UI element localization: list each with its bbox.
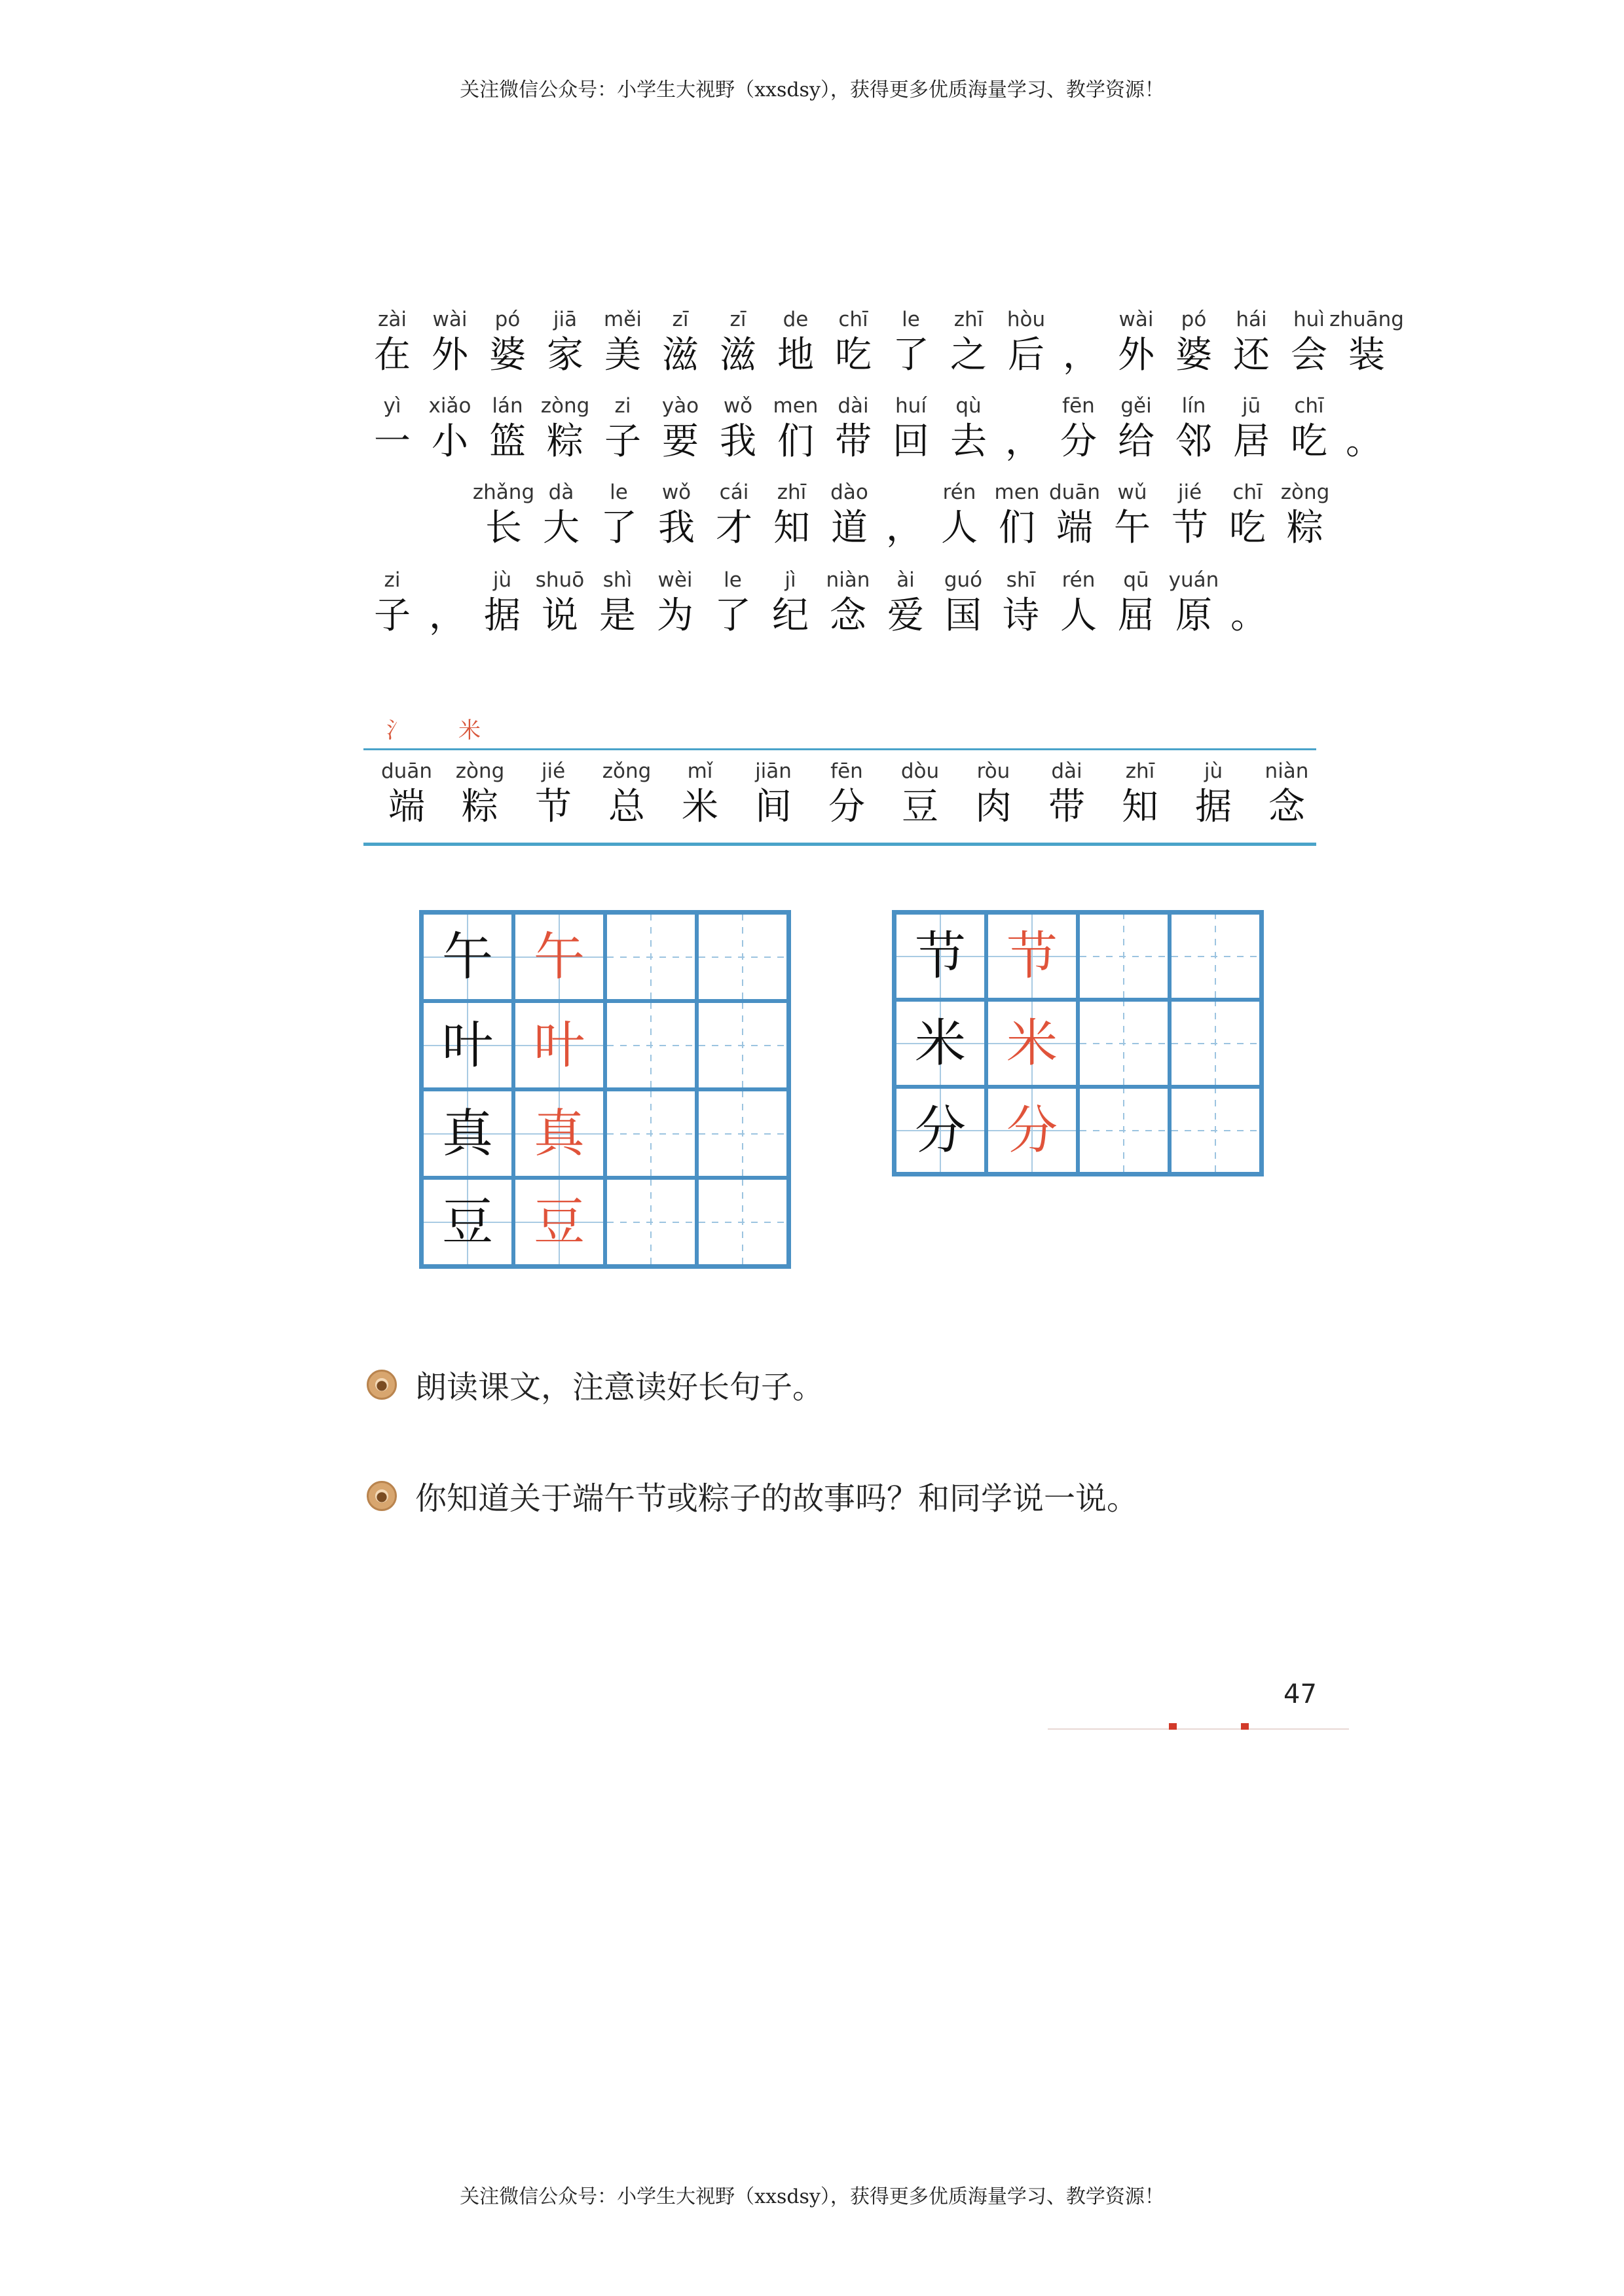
ruby-unit bbox=[532, 479, 590, 551]
hanzi: 总 bbox=[608, 786, 645, 828]
trace-char-cell bbox=[513, 1178, 605, 1266]
hanzi: 屈 bbox=[1118, 594, 1154, 637]
model-char-cell bbox=[895, 1087, 986, 1174]
ruby-unit bbox=[819, 567, 877, 639]
pinyin: jū bbox=[1242, 394, 1261, 418]
ruby-unit bbox=[992, 567, 1050, 639]
ruby-unit bbox=[934, 567, 992, 639]
pinyin: lín bbox=[1181, 394, 1206, 418]
band-bottom-line bbox=[363, 843, 1316, 846]
hanzi: 还 bbox=[1233, 334, 1270, 376]
recognize-char bbox=[1030, 758, 1103, 830]
ruby-unit bbox=[1223, 567, 1275, 639]
pinyin: gěi bbox=[1120, 394, 1152, 418]
hanzi: 一 bbox=[374, 420, 411, 463]
pinyin: niàn bbox=[1264, 759, 1309, 783]
pinyin: zòng bbox=[540, 394, 590, 418]
pinyin: jù bbox=[492, 568, 512, 592]
trace-char: 米 bbox=[1006, 1013, 1058, 1073]
pinyin: qū bbox=[1123, 568, 1149, 592]
hanzi: 知 bbox=[773, 507, 810, 549]
pinyin: chī bbox=[1294, 394, 1324, 418]
pinyin: hái bbox=[1236, 308, 1267, 331]
recognize-char bbox=[517, 758, 590, 830]
pinyin: guó bbox=[944, 568, 983, 592]
ruby-unit bbox=[421, 567, 473, 639]
ruby-unit bbox=[940, 393, 997, 465]
hanzi: 粽 bbox=[462, 786, 498, 828]
hanzi: 人 bbox=[1060, 594, 1097, 637]
pinyin: wài bbox=[432, 308, 468, 331]
ruby-unit bbox=[472, 479, 535, 551]
pinyin: jì bbox=[784, 568, 796, 592]
ruby-unit bbox=[762, 567, 819, 639]
pinyin: fēn bbox=[1062, 394, 1095, 418]
pinyin: zǒng bbox=[602, 759, 652, 783]
trace-char-cell bbox=[513, 1001, 605, 1089]
pinyin: yuán bbox=[1168, 568, 1219, 592]
ruby-unit bbox=[594, 306, 652, 378]
pinyin: ròu bbox=[976, 759, 1010, 783]
practice-cell[interactable] bbox=[605, 1001, 697, 1089]
ruby-unit bbox=[421, 393, 479, 465]
pinyin: zi bbox=[614, 394, 631, 418]
hanzi: 给 bbox=[1118, 420, 1154, 463]
writing-grid-left bbox=[419, 910, 791, 1269]
pinyin: le bbox=[902, 308, 920, 331]
ruby-unit bbox=[536, 306, 594, 378]
ruby-unit bbox=[824, 306, 882, 378]
ruby-unit bbox=[709, 393, 767, 465]
trace-char: 午 bbox=[533, 927, 585, 987]
recognize-char bbox=[443, 758, 517, 830]
ruby-unit bbox=[940, 306, 997, 378]
hanzi: 婆 bbox=[1175, 334, 1212, 376]
ruby-unit bbox=[1165, 567, 1223, 639]
ruby-unit bbox=[997, 393, 1050, 465]
trace-char-cell bbox=[986, 913, 1078, 1000]
pinyin: zi bbox=[384, 568, 401, 592]
ruby-unit bbox=[648, 479, 705, 551]
hanzi: 们 bbox=[999, 507, 1035, 549]
ruby-unit bbox=[1050, 393, 1107, 465]
hanzi: 了 bbox=[714, 594, 751, 637]
model-char-cell bbox=[422, 1178, 513, 1266]
pinyin: chī bbox=[838, 308, 868, 331]
model-char: 米 bbox=[914, 1013, 966, 1073]
trace-char-cell bbox=[513, 1089, 605, 1178]
hanzi: 婆 bbox=[489, 334, 526, 376]
writing-grid-right bbox=[892, 910, 1264, 1176]
hanzi: 说 bbox=[542, 594, 578, 637]
model-char-cell bbox=[895, 1000, 986, 1087]
model-char: 真 bbox=[441, 1104, 493, 1163]
model-char: 豆 bbox=[441, 1192, 493, 1252]
pinyin: huì bbox=[1293, 308, 1325, 331]
pinyin: dà bbox=[548, 481, 574, 504]
hanzi: 滋 bbox=[720, 334, 756, 376]
model-char-cell bbox=[422, 1001, 513, 1089]
hanzi: 爱 bbox=[887, 594, 924, 637]
band-top-line bbox=[363, 748, 1316, 750]
passage-line bbox=[363, 393, 1390, 465]
ruby-unit bbox=[1103, 479, 1161, 551]
pinyin: cái bbox=[719, 481, 749, 504]
pinyin: fēn bbox=[830, 759, 863, 783]
ruby-unit bbox=[531, 567, 589, 639]
pinyin: zòng bbox=[455, 759, 505, 783]
ruby-unit bbox=[1276, 479, 1334, 551]
pinyin: zhī bbox=[1125, 759, 1155, 783]
pinyin: huí bbox=[895, 394, 927, 418]
pinyin: rén bbox=[942, 481, 976, 504]
ruby-unit bbox=[421, 306, 479, 378]
model-char-cell bbox=[895, 913, 986, 1000]
hanzi: 粽 bbox=[1287, 507, 1323, 549]
ruby-unit bbox=[652, 306, 709, 378]
hanzi: 分 bbox=[1060, 420, 1097, 463]
pinyin: men bbox=[994, 481, 1040, 504]
ruby-unit bbox=[646, 567, 704, 639]
hanzi: 是 bbox=[599, 594, 636, 637]
practice-cell[interactable] bbox=[697, 1178, 788, 1266]
pinyin: jié bbox=[1177, 481, 1202, 504]
hanzi: 念 bbox=[830, 594, 866, 637]
pinyin: wǔ bbox=[1117, 481, 1147, 504]
practice-cell[interactable] bbox=[605, 1089, 697, 1178]
recognize-char bbox=[883, 758, 957, 830]
ruby-unit bbox=[1223, 393, 1280, 465]
recognize-char bbox=[1177, 758, 1250, 830]
hanzi: 。 bbox=[1346, 420, 1382, 463]
pinyin: le bbox=[724, 568, 742, 592]
pinyin: dài bbox=[1051, 759, 1082, 783]
hanzi: 居 bbox=[1233, 420, 1270, 463]
recognize-char bbox=[590, 758, 663, 830]
hanzi: 长 bbox=[485, 507, 522, 549]
ruby-unit bbox=[590, 479, 648, 551]
ruby-unit bbox=[704, 567, 762, 639]
ruby-unit bbox=[997, 306, 1055, 378]
ruby-unit bbox=[1107, 393, 1165, 465]
hanzi: 据 bbox=[484, 594, 521, 637]
ruby-unit bbox=[479, 306, 536, 378]
pinyin: yì bbox=[383, 394, 401, 418]
practice-cell[interactable] bbox=[1170, 913, 1261, 1000]
hanzi: 据 bbox=[1195, 786, 1232, 828]
ruby-unit bbox=[1161, 479, 1219, 551]
hanzi: 知 bbox=[1122, 786, 1158, 828]
decorative-mark bbox=[1241, 1723, 1249, 1730]
hanzi: 粽 bbox=[547, 420, 583, 463]
trace-char: 豆 bbox=[533, 1192, 585, 1252]
hanzi: 节 bbox=[1172, 507, 1208, 549]
pinyin: shī bbox=[1006, 568, 1036, 592]
pinyin: le bbox=[610, 481, 628, 504]
pinyin: jiān bbox=[755, 759, 792, 783]
hanzi: ， bbox=[1063, 334, 1099, 376]
pinyin: qù bbox=[955, 394, 982, 418]
hanzi: 了 bbox=[600, 507, 637, 549]
pinyin: zī bbox=[672, 308, 689, 331]
pinyin: yào bbox=[661, 394, 699, 418]
recognize-char bbox=[810, 758, 883, 830]
hanzi: 在 bbox=[374, 334, 411, 376]
exercise-2 bbox=[367, 1473, 1138, 1518]
hanzi: 分 bbox=[828, 786, 865, 828]
passage-line bbox=[472, 479, 1334, 551]
ruby-unit bbox=[988, 479, 1046, 551]
recognize-char bbox=[663, 758, 737, 830]
model-char: 午 bbox=[441, 927, 493, 987]
hanzi: 美 bbox=[604, 334, 641, 376]
ruby-unit bbox=[767, 393, 824, 465]
ruby-unit bbox=[479, 393, 536, 465]
hanzi: 纪 bbox=[772, 594, 809, 637]
hanzi: 带 bbox=[835, 420, 872, 463]
ruby-unit bbox=[882, 306, 940, 378]
ruby-unit bbox=[821, 479, 878, 551]
exercise-2-text: 你知道关于端午节或粽子的故事吗？和同学说一说。 bbox=[415, 1480, 1139, 1517]
hanzi: 滋 bbox=[662, 334, 699, 376]
hanzi: 念 bbox=[1268, 786, 1305, 828]
discussion-icon: ● bbox=[367, 1481, 397, 1511]
pinyin: jié bbox=[541, 759, 566, 783]
model-char: 节 bbox=[914, 926, 966, 986]
decorative-mark bbox=[1169, 1723, 1177, 1730]
reading-icon: ● bbox=[367, 1370, 397, 1400]
pinyin: duān bbox=[381, 759, 432, 783]
pinyin: wài bbox=[1118, 308, 1154, 331]
recognize-char bbox=[1103, 758, 1177, 830]
hanzi: 原 bbox=[1175, 594, 1212, 637]
recognize-char bbox=[1250, 758, 1323, 830]
pinyin: zhī bbox=[777, 481, 807, 504]
hanzi: 之 bbox=[950, 334, 987, 376]
hanzi: 米 bbox=[682, 786, 718, 828]
hanzi: 篮 bbox=[489, 420, 526, 463]
pinyin: jù bbox=[1204, 759, 1223, 783]
recognize-char bbox=[737, 758, 810, 830]
hanzi: 们 bbox=[777, 420, 814, 463]
stroke-hint-water: 氵 bbox=[386, 718, 409, 744]
header-note: 关注微信公众号：小学生大视野（xxsdsy），获得更多优质海量学习、教学资源！ bbox=[460, 79, 1164, 101]
hanzi: 邻 bbox=[1175, 420, 1212, 463]
passage-line bbox=[363, 567, 1275, 639]
pinyin: shì bbox=[602, 568, 633, 592]
hanzi: 间 bbox=[755, 786, 792, 828]
hanzi: 吃 bbox=[835, 334, 872, 376]
hanzi: 午 bbox=[1114, 507, 1151, 549]
hanzi: 外 bbox=[1118, 334, 1154, 376]
ruby-unit bbox=[709, 306, 767, 378]
trace-char: 真 bbox=[533, 1104, 585, 1163]
model-char: 分 bbox=[914, 1101, 966, 1160]
hanzi: ， bbox=[886, 507, 923, 549]
trace-char-cell bbox=[986, 1087, 1078, 1174]
hanzi: 。 bbox=[1230, 594, 1267, 637]
ruby-unit bbox=[473, 567, 531, 639]
trace-char-cell bbox=[513, 913, 605, 1001]
ruby-unit bbox=[877, 567, 934, 639]
pinyin: zài bbox=[378, 308, 407, 331]
recognize-char bbox=[957, 758, 1030, 830]
pinyin: jiā bbox=[553, 308, 578, 331]
ruby-unit bbox=[1165, 306, 1223, 378]
practice-cell[interactable] bbox=[1170, 1087, 1261, 1174]
ruby-unit bbox=[1329, 306, 1404, 378]
ruby-unit bbox=[363, 306, 421, 378]
hanzi: 去 bbox=[950, 420, 987, 463]
ruby-unit bbox=[1050, 567, 1107, 639]
decorative-line bbox=[1048, 1728, 1349, 1730]
hanzi: 了 bbox=[893, 334, 929, 376]
hanzi: 诗 bbox=[1003, 594, 1039, 637]
pinyin: zòng bbox=[1280, 481, 1330, 504]
hanzi: ， bbox=[1005, 420, 1042, 463]
ruby-unit bbox=[931, 479, 988, 551]
hanzi: 吃 bbox=[1291, 420, 1327, 463]
trace-char: 节 bbox=[1006, 926, 1058, 986]
pinyin: wǒ bbox=[723, 394, 753, 418]
ruby-unit bbox=[594, 393, 652, 465]
hanzi: 外 bbox=[432, 334, 468, 376]
ruby-unit bbox=[652, 393, 709, 465]
hanzi: 我 bbox=[720, 420, 756, 463]
pinyin: zhǎng bbox=[472, 481, 535, 504]
hanzi: 家 bbox=[547, 334, 583, 376]
pinyin: ài bbox=[896, 568, 915, 592]
ruby-unit bbox=[1107, 306, 1165, 378]
pinyin: zhuāng bbox=[1329, 308, 1404, 331]
ruby-unit bbox=[1165, 393, 1223, 465]
hanzi: 端 bbox=[388, 786, 425, 828]
pinyin: měi bbox=[604, 308, 642, 331]
practice-cell[interactable] bbox=[1078, 1087, 1170, 1174]
practice-cell[interactable] bbox=[697, 1001, 788, 1089]
hanzi: 豆 bbox=[902, 786, 938, 828]
trace-char: 分 bbox=[1006, 1101, 1058, 1160]
ruby-unit bbox=[536, 393, 594, 465]
pinyin: xiǎo bbox=[428, 394, 471, 418]
pinyin: lán bbox=[492, 394, 523, 418]
hanzi: 装 bbox=[1348, 334, 1385, 376]
pinyin: dào bbox=[830, 481, 868, 504]
exercise-1 bbox=[367, 1362, 824, 1407]
practice-cell[interactable] bbox=[605, 1178, 697, 1266]
trace-char-cell bbox=[986, 1000, 1078, 1087]
ruby-unit bbox=[1223, 306, 1280, 378]
hanzi: 节 bbox=[535, 786, 572, 828]
ruby-unit bbox=[1219, 479, 1276, 551]
ruby-unit bbox=[1107, 567, 1165, 639]
recognize-chars-row bbox=[370, 758, 1323, 830]
practice-cell[interactable] bbox=[1078, 1000, 1170, 1087]
model-char-cell bbox=[422, 913, 513, 1001]
practice-cell[interactable] bbox=[1078, 913, 1170, 1000]
ruby-unit bbox=[882, 393, 940, 465]
hanzi: 我 bbox=[658, 507, 695, 549]
pinyin: zhī bbox=[953, 308, 984, 331]
pinyin: zī bbox=[729, 308, 747, 331]
practice-cell[interactable] bbox=[697, 913, 788, 1001]
hanzi: 肉 bbox=[975, 786, 1012, 828]
hanzi: 大 bbox=[543, 507, 580, 549]
pinyin: chī bbox=[1232, 481, 1263, 504]
ruby-unit bbox=[1280, 393, 1338, 465]
pinyin: mǐ bbox=[687, 759, 713, 783]
hanzi: ， bbox=[429, 594, 466, 637]
ruby-unit bbox=[363, 393, 421, 465]
ruby-unit bbox=[1046, 479, 1103, 551]
hanzi: 端 bbox=[1056, 507, 1093, 549]
hanzi: 人 bbox=[941, 507, 978, 549]
pinyin: men bbox=[773, 394, 819, 418]
hanzi: 为 bbox=[657, 594, 693, 637]
pinyin: de bbox=[783, 308, 809, 331]
ruby-unit bbox=[1055, 306, 1107, 378]
hanzi: 小 bbox=[432, 420, 468, 463]
pinyin: niàn bbox=[826, 568, 870, 592]
practice-cell[interactable] bbox=[697, 1089, 788, 1178]
footer-note: 关注微信公众号：小学生大视野（xxsdsy），获得更多优质海量学习、教学资源！ bbox=[460, 2185, 1164, 2208]
hanzi: 地 bbox=[777, 334, 814, 376]
ruby-unit bbox=[589, 567, 646, 639]
trace-char: 叶 bbox=[533, 1015, 585, 1075]
hanzi: 子 bbox=[374, 594, 411, 637]
ruby-unit bbox=[767, 306, 824, 378]
hanzi: 子 bbox=[604, 420, 641, 463]
pinyin: wèi bbox=[657, 568, 693, 592]
hanzi: 回 bbox=[893, 420, 929, 463]
pinyin: duān bbox=[1049, 481, 1100, 504]
stroke-hint-rice: 米 bbox=[458, 718, 481, 744]
pinyin: dài bbox=[838, 394, 869, 418]
ruby-unit bbox=[878, 479, 931, 551]
hanzi: 道 bbox=[831, 507, 868, 549]
hanzi: 后 bbox=[1008, 334, 1044, 376]
exercise-1-text: 朗读课文，注意读好长句子。 bbox=[415, 1369, 824, 1406]
hanzi: 吃 bbox=[1229, 507, 1266, 549]
pinyin: wǒ bbox=[661, 481, 692, 504]
pinyin: rén bbox=[1061, 568, 1096, 592]
model-char: 叶 bbox=[441, 1015, 493, 1075]
hanzi: 会 bbox=[1291, 334, 1327, 376]
pinyin: hòu bbox=[1006, 308, 1046, 331]
ruby-unit bbox=[824, 393, 882, 465]
page-number: 47 bbox=[1283, 1679, 1317, 1709]
practice-cell[interactable] bbox=[1170, 1000, 1261, 1087]
ruby-unit bbox=[705, 479, 763, 551]
hanzi: 要 bbox=[662, 420, 699, 463]
ruby-unit bbox=[363, 567, 421, 639]
hanzi: 才 bbox=[716, 507, 752, 549]
recognize-char bbox=[370, 758, 443, 830]
hanzi: 国 bbox=[945, 594, 982, 637]
model-char-cell bbox=[422, 1089, 513, 1178]
pinyin: dòu bbox=[900, 759, 940, 783]
pinyin: pó bbox=[494, 308, 521, 331]
ruby-unit bbox=[763, 479, 821, 551]
passage-line bbox=[363, 306, 1404, 378]
practice-cell[interactable] bbox=[605, 913, 697, 1001]
ruby-unit bbox=[1338, 393, 1390, 465]
pinyin: shuō bbox=[535, 568, 585, 592]
hanzi: 带 bbox=[1048, 786, 1085, 828]
pinyin: pó bbox=[1181, 308, 1207, 331]
